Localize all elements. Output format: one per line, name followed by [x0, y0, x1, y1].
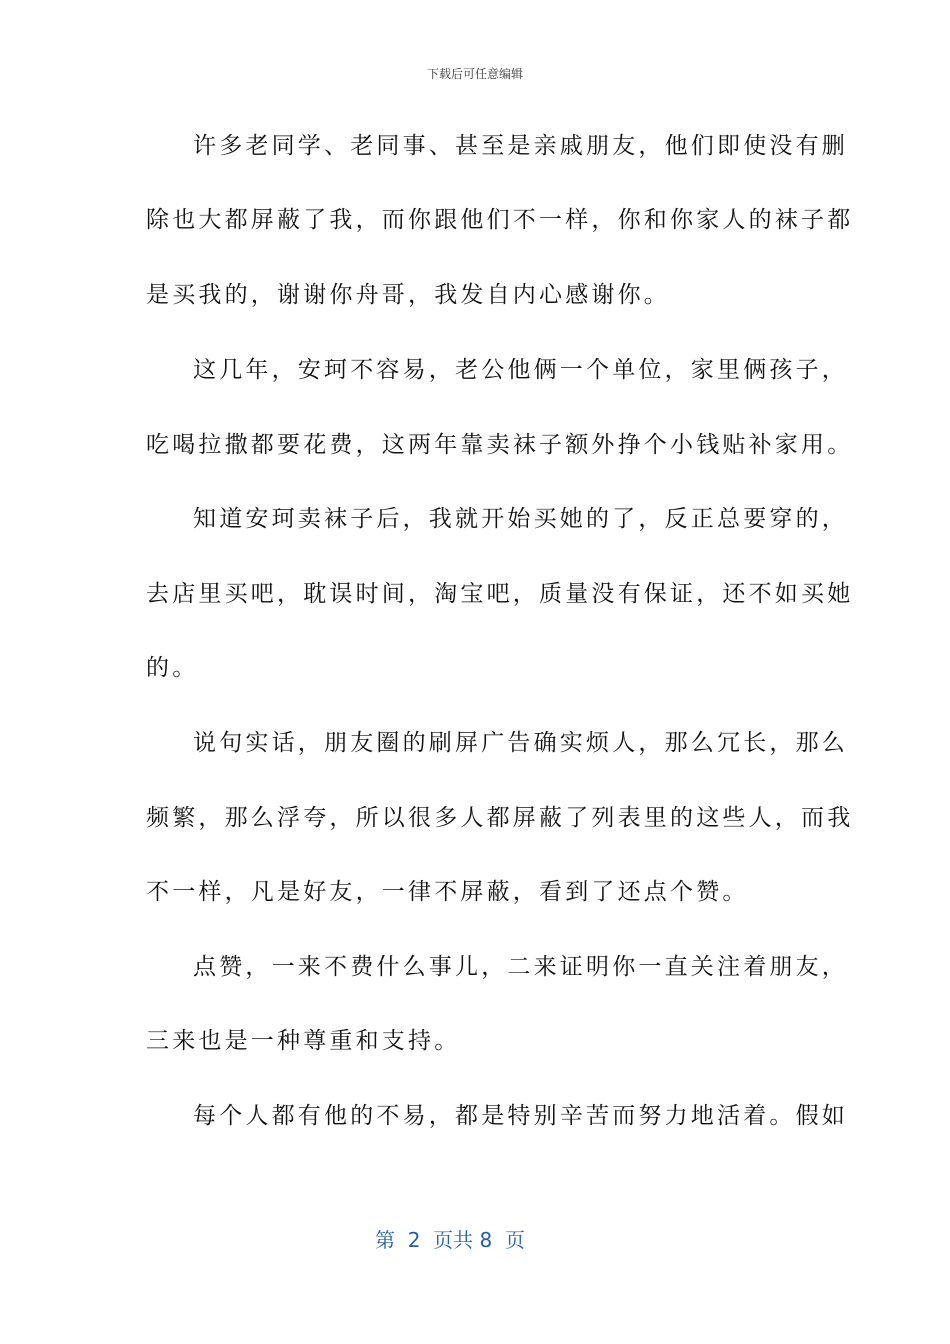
text-line: 点赞，一来不费什么事儿，二来证明你一直关注着朋友， — [193, 954, 848, 980]
text-line: 频繁，那么浮夸，所以很多人都屏蔽了列表里的这些人，而我 — [146, 805, 854, 831]
text-line: 是买我的，谢谢你舟哥，我发自内心感谢你。 — [146, 282, 670, 308]
page-number: 第 2 页共 8 页 — [375, 1228, 525, 1252]
text-line: 吃喝拉撒都要花费，这两年靠卖袜子额外挣个小钱贴补家用。 — [146, 432, 854, 458]
text-line: 知道安珂卖袜子后，我就开始买她的了，反正总要穿的， — [193, 506, 848, 532]
page-header: 下载后可任意编辑 — [426, 67, 523, 81]
text-line: 三来也是一种尊重和支持。 — [146, 1028, 461, 1054]
text-line: 许多老同学、老同事、甚至是亲戚朋友，他们即使没有删 — [193, 133, 848, 159]
text-line: 说句实话，朋友圈的刷屏广告确实烦人，那么冗长，那么 — [193, 730, 848, 756]
text-line: 每个人都有他的不易，都是特别辛苦而努力地活着。假如 — [193, 1103, 848, 1129]
text-line: 去店里买吧，耽误时间，淘宝吧，质量没有保证，还不如买她 — [146, 581, 854, 607]
text-line: 不一样，凡是好友，一律不屏蔽，看到了还点个赞。 — [146, 879, 749, 905]
text-line: 的。 — [146, 655, 199, 681]
text-line: 除也大都屏蔽了我，而你跟他们不一样，你和你家人的袜子都 — [146, 207, 854, 233]
text-line: 这几年，安珂不容易，老公他俩一个单位，家里俩孩子， — [193, 357, 848, 383]
